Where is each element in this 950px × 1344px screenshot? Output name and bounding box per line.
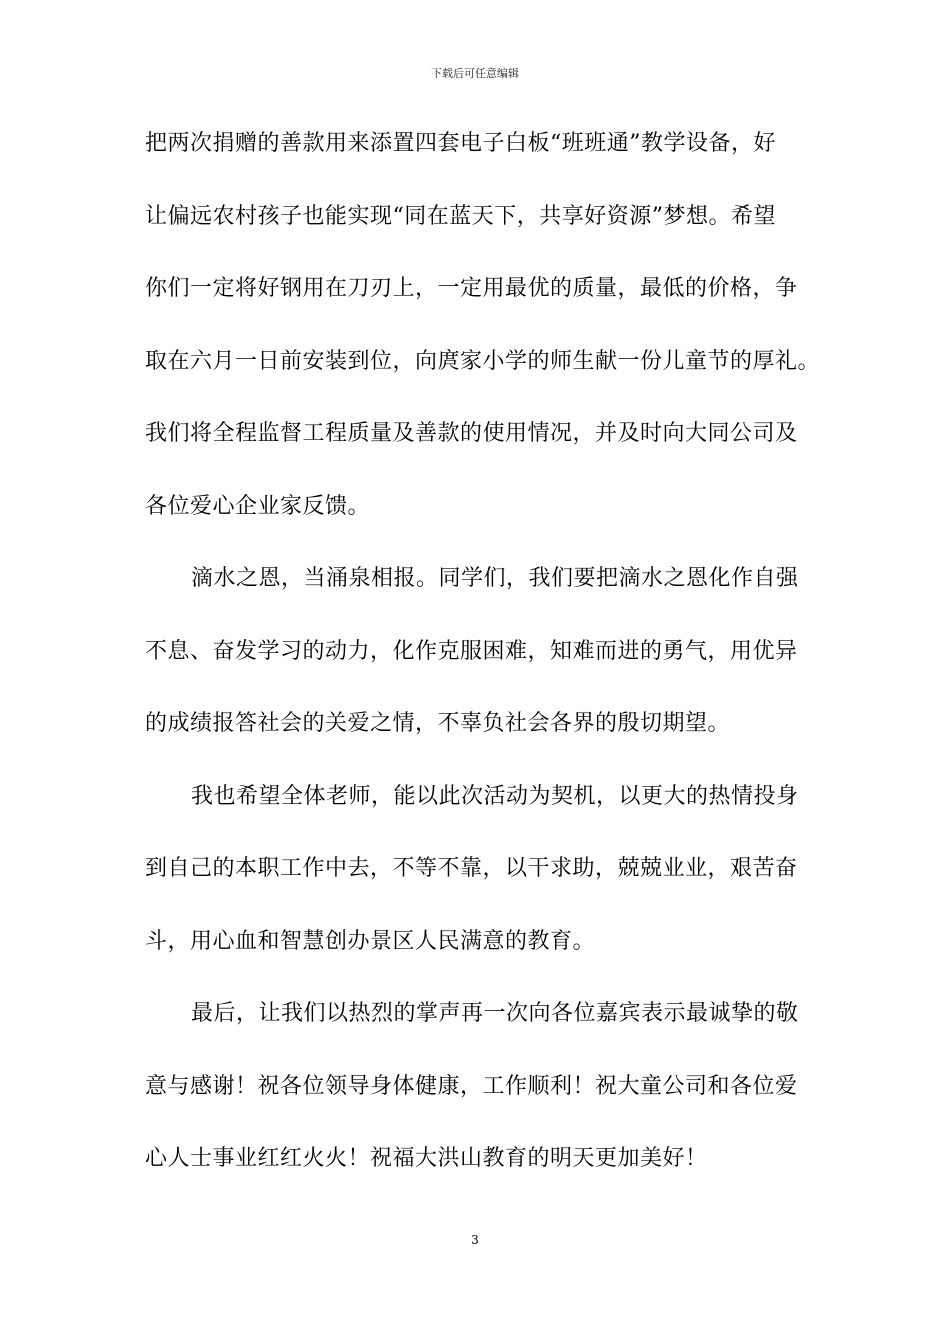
text-line: 到自己的本职工作中去，不等不靠，以干求助，兢兢业业，艰苦奋: [145, 856, 798, 881]
text-line: 我们将全程监督工程质量及善款的使用情况，并及时向大同公司及: [145, 421, 798, 446]
paragraph-start-line: 我也希望全体老师，能以此次活动为契机，以更大的热情投身: [191, 783, 799, 809]
text-line: 心人士事业红红火火！祝福大洪山教育的明天更加美好！: [145, 1146, 708, 1171]
text-line: 各位爱心企业家反馈。: [145, 493, 371, 519]
text-line: 让偏远农村孩子也能实现“同在蓝天下，共享好资源”梦想。希望: [145, 203, 776, 229]
text-line: 你们一定将好钢用在刀刃上，一定用最优的质量，最低的价格，争: [145, 276, 798, 301]
page-header: 下载后可任意编辑: [431, 67, 519, 80]
text-line: 不息、奋发学习的动力，化作克服困难，知难而进的勇气，用优异: [145, 638, 798, 664]
text-line: 的成绩报答社会的关爱之情，不辜负社会各界的殷切期望。: [145, 711, 731, 736]
text-line: 取在六月一日前安装到位，向庹家小学的师生献一份儿童节的厚礼。: [145, 348, 821, 374]
paragraph-start-line: 滴水之恩，当涌泉相报。同学们，我们要把滴水之恩化作自强: [191, 566, 799, 591]
text-line: 斗，用心血和智慧创办景区人民满意的教育。: [145, 928, 596, 954]
text-line: 意与感谢！祝各位领导身体健康，工作顺利！祝大童公司和各位爱: [145, 1073, 798, 1099]
document-body: [145, 130, 821, 1218]
paragraph-start-line: 最后，让我们以热烈的掌声再一次向各位嘉宾表示最诚挚的敬: [191, 1001, 799, 1026]
page-number: 3: [471, 1233, 479, 1247]
text-line: 把两次捐赠的善款用来添置四套电子白板“班班通”教学设备，好: [145, 131, 776, 156]
